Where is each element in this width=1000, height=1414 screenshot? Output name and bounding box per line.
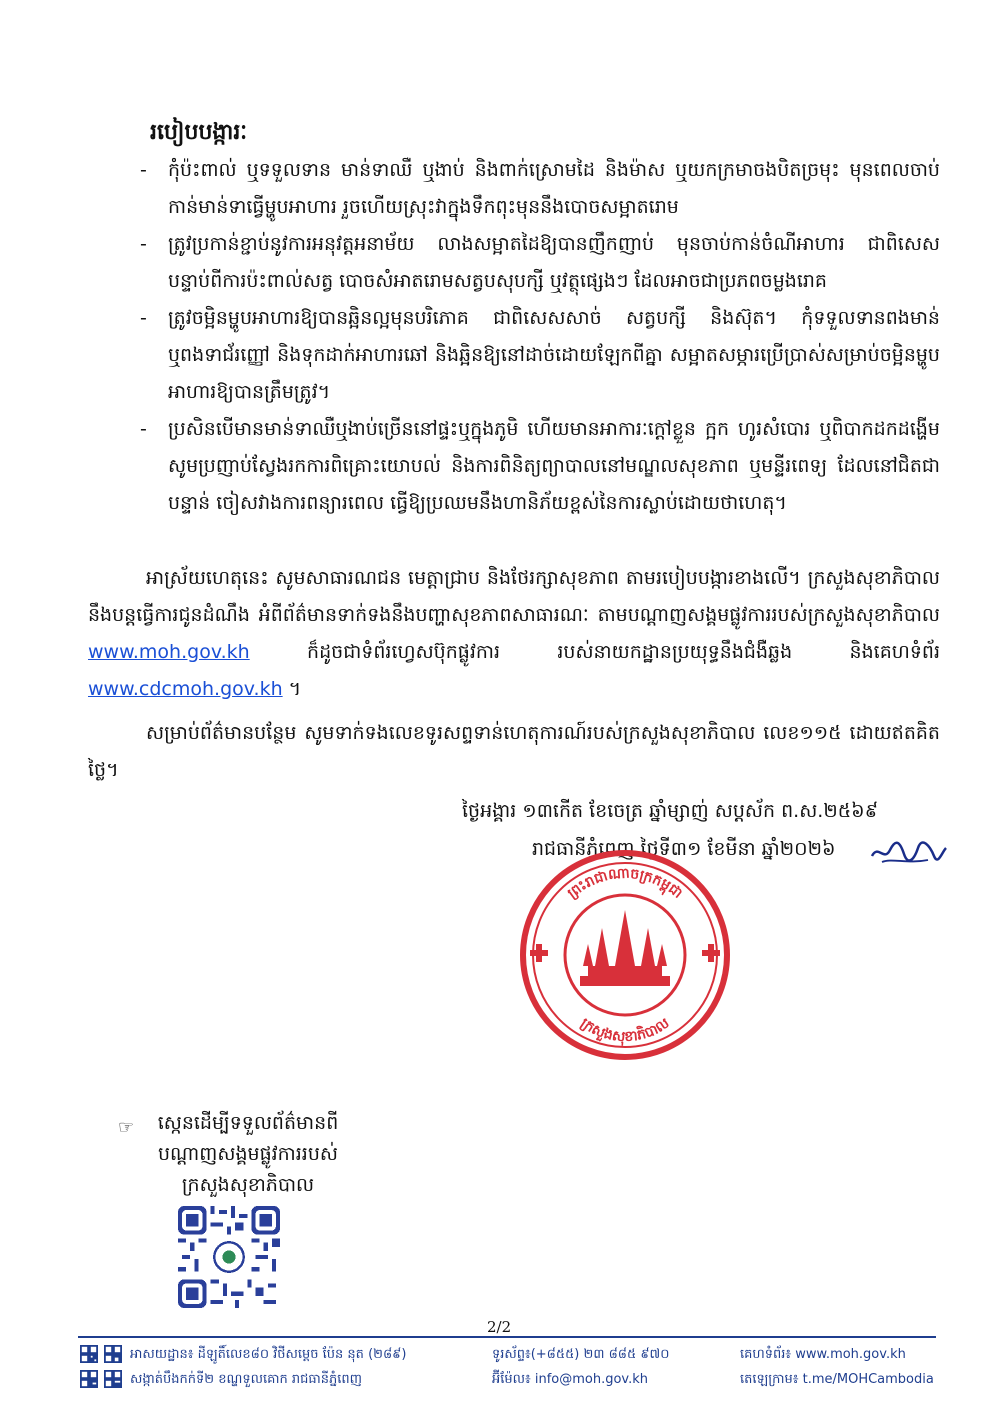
seal-bottom-text: ក្រសួងសុខាភិបាល bbox=[577, 1015, 673, 1046]
pointing-hand-icon: ☞ bbox=[118, 1117, 135, 1138]
qr-caption-line: បណ្តាញសង្គមផ្លូវការរបស់ bbox=[158, 1143, 338, 1165]
paragraph-announcement bbox=[88, 560, 940, 708]
paragraph-contact bbox=[88, 715, 940, 789]
list-item bbox=[140, 300, 940, 411]
paragraph-text: ក៏ដូចជាទំព័រហ្វេសប៊ុកផ្លូវការ របស់នាយកដ្ឋានប្រយុទ្ធនឹងជំងឺឆ្លង និងគេហទំព័រ bbox=[249, 641, 940, 663]
bullet-dash: - bbox=[140, 233, 147, 255]
qr-small-icon bbox=[80, 1370, 98, 1388]
signature bbox=[868, 836, 948, 870]
footer-phone: ទូរស័ព្ទ៖(+៨៥៥) ២៣ ៨៨៥ ៩៧០ bbox=[492, 1347, 670, 1362]
qr-small-icon bbox=[104, 1345, 122, 1363]
bullet-text: ត្រូវប្រកាន់ខ្ជាប់នូវការអនុវត្តអនាម័យ លាងសម្អាតដៃឱ្យបានញឹកញាប់ មុនចាប់កាន់ចំណីអាហារ ជាពិសេសបន្ទាប់ពីការប៉ះពាល់សត្វ បោចសំអាតរោមសត្វបសុបក្សី ឬវត្ថុផ្សេងៗ ដែលអាចជាប្រភពចម្លងរោគ bbox=[168, 233, 940, 292]
qr-caption bbox=[118, 1108, 378, 1201]
lunar-date: ថ្ងៃអង្គារ ១៣កើត ខែចេត្រ ឆ្នាំម្សាញ់ សប្តស័ក ព.ស.២៥៦៩ bbox=[462, 800, 879, 822]
list-item bbox=[140, 226, 940, 300]
page-number: 2/2 bbox=[487, 1318, 512, 1336]
footer-telegram[interactable]: តេឡេក្រាម៖ t.me/MOHCambodia bbox=[740, 1372, 934, 1387]
bullet-text: កុំប៉ះពាល់ ឬទទួលទាន មាន់ទាឈឺ ឬងាប់ និងពាក់ស្រោមដៃ និងម៉ាស ឬយកក្រមាចងបិតច្រមុះ មុនពេលចាប់កាន់មាន់ទាធ្វើម្ហូបអាហារ រួចហើយស្រុះវាក្នុងទឹកពុះមុននឹងបោចសម្អាតរោម bbox=[168, 159, 940, 218]
qr-caption-line: ស្កេនដើម្បីទទួលព័ត៌មានពី bbox=[157, 1112, 339, 1134]
footer-email[interactable]: អ៊ីម៉ែល៖ info@moh.gov.kh bbox=[492, 1372, 649, 1387]
paragraph-text: សម្រាប់ព័ត៌មានបន្ថែម សូមទាក់ទងលេខទូរសព្ទទាន់ហេតុការណ៍របស់ក្រសួងសុខាភិបាល លេខ១១៥ ដោយឥតគិតថ្លៃ។ bbox=[88, 722, 940, 781]
bullet-dash: - bbox=[140, 159, 147, 181]
footer-website[interactable]: គេហទំព័រ៖ www.moh.gov.kh bbox=[740, 1347, 906, 1362]
cdc-website-link[interactable]: www.cdcmoh.gov.kh bbox=[88, 678, 283, 700]
footer-address-line: អាសយដ្ឋាន៖ ដីឡូតិ៍លេខ៨០ វិថីសម្តេច ប៉ែន នុត (២៨៩) bbox=[130, 1347, 407, 1362]
qr-caption-line: ក្រសួងសុខាភិបាល bbox=[181, 1174, 315, 1196]
paragraph-text: អាស្រ័យហេតុនេះ សូមសាធារណជន មេត្តាជ្រាប និងថែរក្សាសុខភាព តាមរបៀបបង្ការខាងលើ។ ក្រសួងសុខាភិបាលនឹងបន្តធ្វើការជូនដំណឹង អំពីព័ត៌មានទាក់ទងនឹងបញ្ហាសុខភាពសាធារណៈ តាមបណ្តាញសង្គមផ្លូវការរបស់ក្រសួងសុខាភិបាល bbox=[88, 567, 940, 626]
list-item bbox=[140, 411, 940, 522]
qr-small-icon bbox=[80, 1345, 98, 1363]
list-item bbox=[140, 152, 940, 226]
angkor-temple-icon bbox=[580, 910, 670, 986]
bullet-text: ប្រសិនបើមានមាន់ទាឈឺឬងាប់ច្រើននៅផ្ទះឬក្នុងភូមិ ហើយមានអាការៈក្តៅខ្លួន ក្អក ហូរសំបោរ ឬពិបាកដកដង្ហើម សូមប្រញាប់ស្វែងរកការពិគ្រោះយោបល់ និងការពិនិត្យព្យាបាលនៅមណ្ឌលសុខភាព ឬមន្ទីរពេទ្យ ដែលនៅជិតជាបន្ទាន់ ចៀសវាងការពន្យារពេល ធ្វើឱ្យប្រឈមនឹងហានិភ័យខ្ពស់នៃការស្លាប់ដោយថាហេតុ។ bbox=[168, 418, 940, 514]
moh-website-link[interactable]: www.moh.gov.kh bbox=[88, 641, 250, 663]
bullet-dash: - bbox=[140, 418, 147, 440]
ministry-seal bbox=[518, 848, 732, 1062]
bullet-text: ត្រូវចម្អិនម្ហូបអាហារឱ្យបានឆ្អិនល្អមុនបរិភោគ ជាពិសេសសាច់ សត្វបក្សី និងស៊ុត។ កុំទទួលទានពងមាន់ ឬពងទាជ័រញ្ញៅ និងទុកដាក់អាហារឆៅ និងឆ្អិនឱ្យនៅដាច់ដោយឡែកពីគ្នា សម្អាតសម្ភារប្រើប្រាស់សម្រាប់ចម្អិនម្ហូបអាហារឱ្យបានត្រឹមត្រូវ។ bbox=[168, 307, 940, 403]
paragraph-text: ។ bbox=[282, 678, 302, 700]
seal-top-text: ព្រះរាជាណាចក្រកម្ពុជា bbox=[564, 865, 686, 902]
section-heading: របៀបបង្ការៈ bbox=[150, 120, 248, 145]
footer-address-line: សង្កាត់បឹងកក់ទី២ ខណ្ឌទួលគោក រាជធានីភ្នំពេញ bbox=[130, 1372, 363, 1387]
solar-date: រាជធានីភ្នំពេញ ថ្ងៃទី៣១ ខែមីនា ឆ្នាំ២០២៦ bbox=[532, 838, 836, 860]
qr-small-icon bbox=[104, 1370, 122, 1388]
footer-divider bbox=[78, 1336, 936, 1338]
qr-code[interactable] bbox=[178, 1206, 280, 1308]
bullet-dash: - bbox=[140, 307, 147, 329]
